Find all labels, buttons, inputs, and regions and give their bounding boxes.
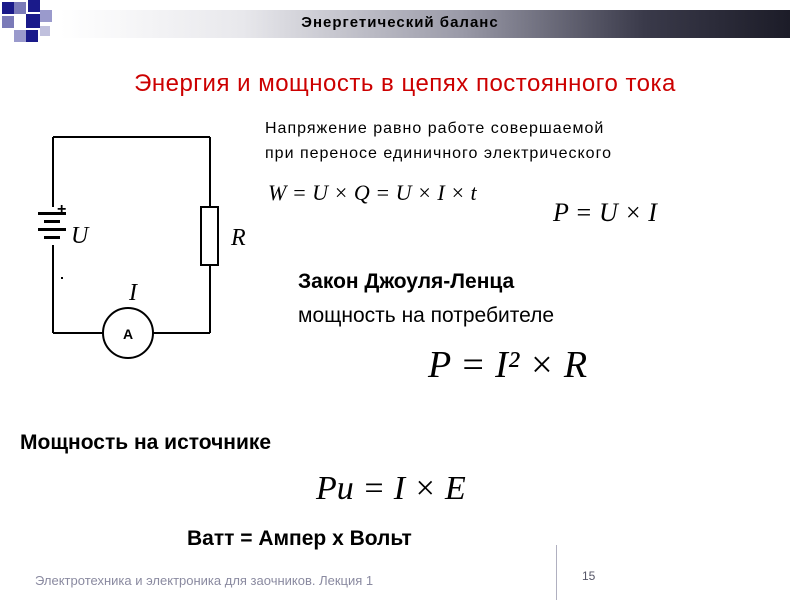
deco-square	[2, 16, 14, 28]
footer-divider	[556, 545, 557, 600]
joule-formula: P = I² × R	[428, 344, 588, 386]
header-title: Энергетический баланс	[301, 14, 499, 31]
units-equation: Ватт = Ампер х Вольт	[187, 527, 412, 550]
voltage-definition-line1: Напряжение равно работе совершаемой	[265, 120, 605, 137]
slide-title: Энергия и мощность в цепях постоянного тока	[134, 70, 676, 97]
ammeter-label: A	[122, 326, 134, 342]
page-number: 15	[582, 569, 596, 583]
deco-square	[40, 10, 52, 22]
resistance-label: R	[231, 225, 246, 251]
deco-square	[28, 0, 40, 12]
deco-square	[14, 30, 26, 42]
deco-square	[26, 14, 40, 28]
joule-lenz-title: Закон Джоуля-Ленца	[298, 270, 515, 293]
current-label: I	[129, 280, 137, 306]
resistor-symbol	[201, 207, 218, 265]
voltage-definition-line2: при переносе единичного электрического	[265, 145, 612, 162]
joule-lenz-subtitle: мощность на потребителе	[298, 304, 555, 327]
voltage-label: U	[71, 223, 89, 249]
deco-square	[14, 2, 26, 14]
deco-square	[40, 26, 50, 36]
plus-sign: +	[57, 201, 67, 218]
work-formula: W = U × Q = U × I × t	[268, 180, 477, 205]
source-power-title: Мощность на источнике	[20, 431, 272, 454]
deco-square	[2, 2, 14, 14]
footer-text: Электротехника и электроника для заочников. Лекция 1	[35, 573, 374, 588]
deco-square	[26, 30, 38, 42]
source-power-formula: Pи = I × E	[316, 470, 466, 507]
circuit-diagram	[30, 105, 250, 365]
power-formula: P = U × I	[553, 198, 657, 227]
